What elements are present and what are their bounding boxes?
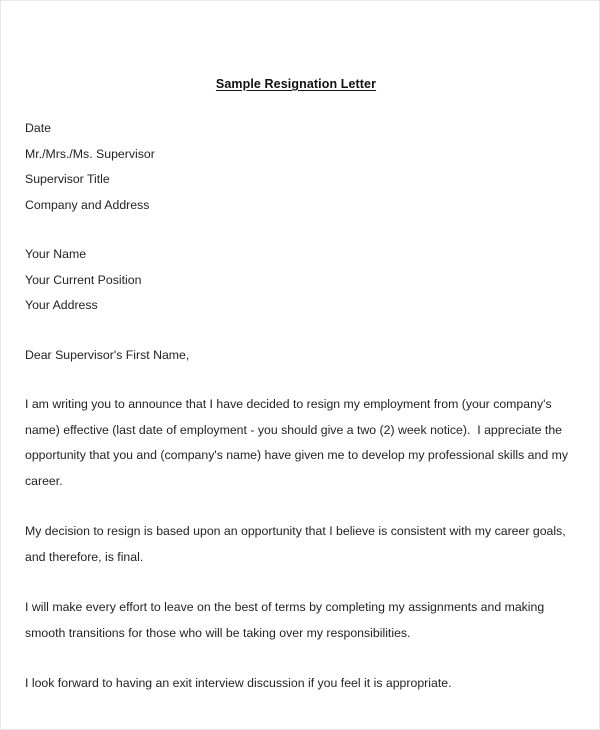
body-paragraph-4: I look forward to having an exit interview discussion if you feel it is appropriate.: [25, 676, 452, 690]
sender-line-address: Your Address: [25, 298, 98, 312]
sender-line-position: Your Current Position: [25, 272, 142, 287]
recipient-line-supervisor: Mr./Mrs./Ms. Supervisor: [25, 146, 155, 161]
sender-line-name: Your Name: [25, 247, 87, 261]
recipient-line-company: Company and Address: [25, 197, 150, 212]
recipient-address-block: [25, 116, 573, 218]
document-title-row: [25, 1, 573, 93]
recipient-line-title: Supervisor Title: [25, 172, 110, 186]
page-title: Sample Resignation Letter: [215, 77, 377, 91]
salutation-line: Dear Supervisor's First Name,: [25, 347, 190, 362]
body-paragraph-1: I am writing you to announce that I have decided to resign my employment from (your company's name) effective (last date of employment - you should give a two (2) week notice). I appreciate the opportunity that you and (company's name) have given me to develop my professional skills and my career.: [25, 397, 572, 488]
document-body: [1, 1, 599, 697]
body-paragraph-2: My decision to resign is based upon an opportunity that I believe is consistent with my career goals, and therefore, is final.: [25, 524, 570, 564]
sender-address-block: [25, 242, 573, 319]
body-paragraph-3: I will make every effort to leave on the best of terms by completing my assignments and making smooth transitions for those who will be taking over my responsibilities.: [25, 600, 548, 640]
salutation-block: [25, 343, 573, 369]
recipient-line-date: Date: [25, 121, 51, 135]
